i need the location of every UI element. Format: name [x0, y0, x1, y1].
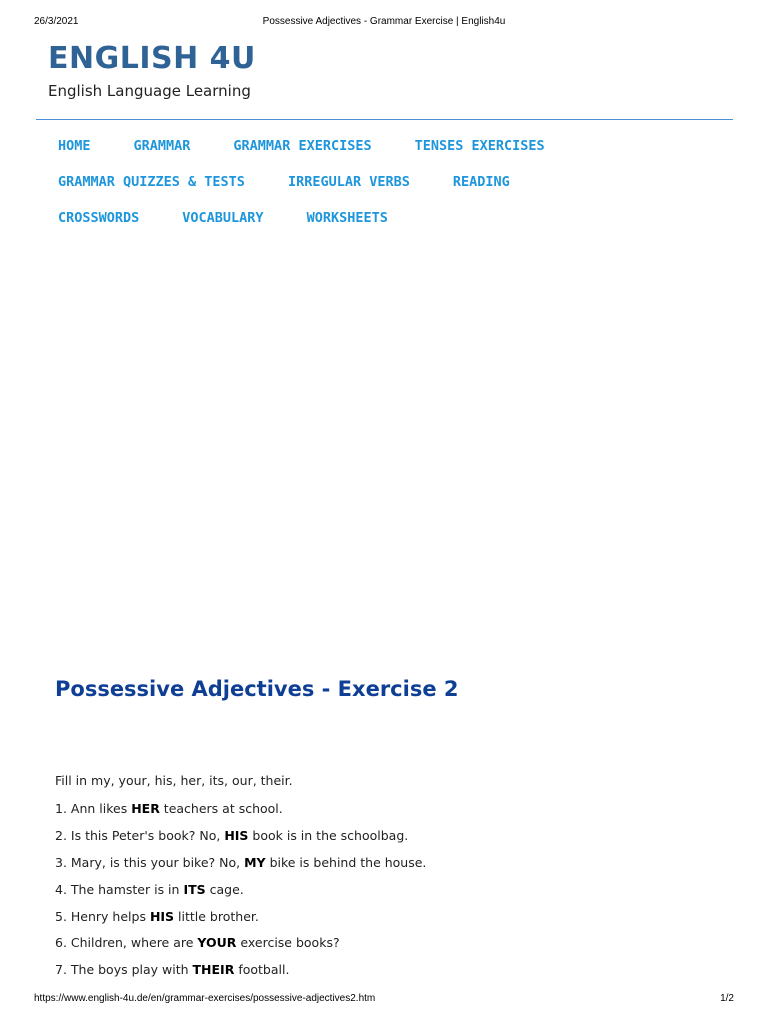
item-text-after: bike is behind the house. — [265, 854, 427, 870]
item-answer: MY — [244, 854, 266, 870]
exercise-item — [55, 880, 426, 907]
item-text-before: 6. Children, where are — [55, 935, 198, 951]
print-document-title: Possessive Adjectives - Grammar Exercise | English4u — [262, 16, 506, 27]
nav-link-worksheets[interactable]: WORKSHEETS — [306, 210, 388, 226]
exercise-items — [55, 799, 426, 987]
nav-row — [58, 128, 718, 164]
nav-row — [58, 164, 718, 200]
item-answer: HER — [131, 801, 160, 816]
item-text-after: exercise books? — [236, 935, 340, 951]
item-answer: THEIR — [192, 962, 235, 978]
exercise-item — [55, 933, 426, 960]
item-text-after: little brother. — [174, 908, 259, 924]
item-text-before: 3. Mary, is this your bike? No, — [55, 854, 245, 870]
print-date: 26/3/2021 — [34, 16, 79, 27]
item-text-after: book is in the schoolbag. — [248, 827, 409, 843]
item-text-after: teachers at school. — [159, 801, 283, 816]
exercise-item — [55, 826, 426, 853]
exercise-item — [55, 907, 426, 934]
nav-link-irregular-verbs[interactable]: IRREGULAR VERBS — [287, 174, 410, 190]
item-text-before: 4. The hamster is in — [55, 881, 184, 897]
item-text-before: 2. Is this Peter's book? No, — [55, 827, 225, 843]
nav-row — [58, 200, 718, 236]
nav-link-reading[interactable]: READING — [452, 174, 510, 190]
exercise-title: Possessive Adjectives - Exercise 2 — [55, 677, 459, 701]
nav-link-home[interactable]: HOME — [58, 138, 91, 154]
item-text-before: 5. Henry helps — [55, 908, 150, 924]
nav-link-grammar-exercises[interactable]: GRAMMAR EXERCISES — [233, 138, 372, 154]
header-divider — [36, 119, 733, 120]
nav-link-tenses-exercises[interactable]: TENSES EXERCISES — [414, 138, 545, 154]
print-header — [34, 16, 734, 30]
item-answer: ITS — [183, 881, 206, 897]
item-text-after: cage. — [205, 881, 244, 897]
site-tagline: English Language Learning — [48, 82, 251, 100]
item-answer: YOUR — [197, 935, 237, 951]
print-url: https://www.english-4u.de/en/grammar-exercises/possessive-adjectives2.htm — [34, 993, 376, 1004]
exercise-item — [55, 853, 426, 880]
exercise-instructions: Fill in my, your, his, her, its, our, their. — [55, 773, 293, 788]
item-answer: HIS — [149, 908, 175, 924]
main-navigation — [58, 128, 718, 236]
nav-link-vocabulary[interactable]: VOCABULARY — [182, 210, 264, 226]
print-footer — [34, 993, 734, 1007]
nav-link-grammar-quizzes-tests[interactable]: GRAMMAR QUIZZES & TESTS — [58, 174, 245, 190]
item-text-before: 1. Ann likes — [55, 801, 132, 816]
site-title[interactable]: ENGLISH 4U — [48, 41, 256, 76]
nav-link-crosswords[interactable]: CROSSWORDS — [58, 210, 140, 226]
item-answer: HIS — [224, 827, 249, 843]
item-text-before: 7. The boys play with — [55, 962, 193, 978]
exercise-item — [55, 960, 426, 987]
exercise-item — [55, 799, 426, 826]
nav-link-grammar[interactable]: GRAMMAR — [133, 138, 191, 154]
item-text-after: football. — [234, 962, 290, 978]
print-page-number: 1/2 — [720, 993, 734, 1004]
